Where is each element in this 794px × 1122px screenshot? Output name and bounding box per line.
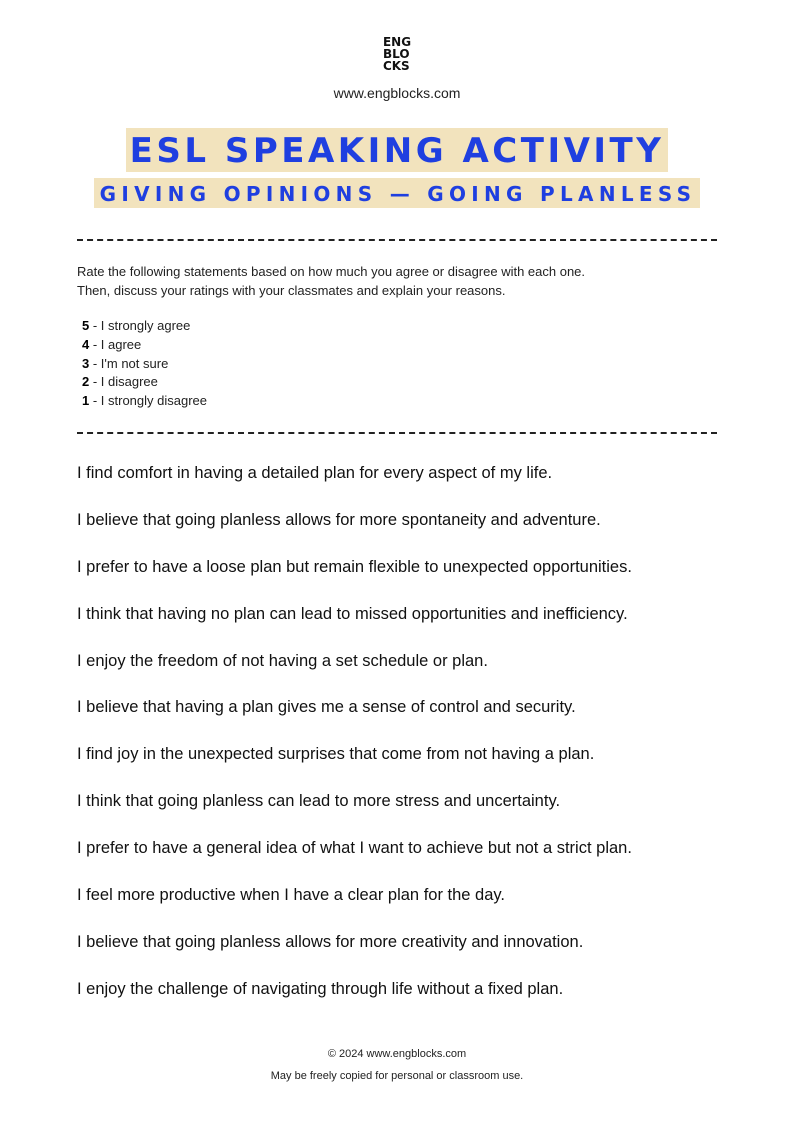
- site-url: www.engblocks.com: [333, 85, 461, 101]
- title-block: [0, 128, 794, 172]
- statement-item: I believe that going planless allows for more spontaneity and adventure.: [77, 510, 601, 529]
- scale-row: [82, 373, 207, 392]
- statement-item: I prefer to have a loose plan but remain flexible to unexpected opportunities.: [77, 557, 632, 576]
- scale-number: 1: [82, 393, 90, 409]
- logo-mark: [383, 36, 411, 72]
- footer-copyright: © 2024 www.engblocks.com: [327, 1048, 467, 1060]
- scale-row: [82, 336, 207, 355]
- instructions-line-1: Rate the following statements based on how much you agree or disagree with each one.: [77, 264, 586, 279]
- logo-line: ENG: [382, 35, 412, 49]
- instructions: [77, 262, 717, 300]
- instructions-line-2: Then, discuss your ratings with your classmates and explain your reasons.: [77, 283, 506, 298]
- scale-label: - I strongly agree: [89, 318, 191, 333]
- engblocks-logo: [0, 36, 794, 75]
- dashed-divider-top: [77, 239, 717, 241]
- scale-row: [82, 392, 207, 411]
- statement-item: I enjoy the freedom of not having a set schedule or plan.: [77, 651, 488, 670]
- scale-label: - I disagree: [89, 374, 158, 390]
- scale-label: - I'm not sure: [89, 355, 169, 371]
- scale-number: 4: [82, 336, 90, 352]
- statement-item: I find comfort in having a detailed plan for every aspect of my life.: [77, 464, 553, 482]
- rating-scale: [82, 317, 207, 411]
- statement-item: I find joy in the unexpected surprises that come from not having a plan.: [77, 745, 595, 764]
- dashed-divider-bottom: [77, 432, 717, 434]
- scale-number: 2: [82, 374, 90, 390]
- statement-item: I believe that having a plan gives me a sense of control and security.: [77, 698, 576, 717]
- statement-item: I think that going planless can lead to more stress and uncertainty.: [77, 792, 561, 811]
- page-title: ESL SPEAKING ACTIVITY: [126, 128, 669, 172]
- scale-row: [82, 317, 207, 336]
- statement-list: [77, 461, 737, 1024]
- scale-number: 5: [82, 318, 90, 333]
- subtitle-block: [0, 178, 794, 208]
- statement-item: I enjoy the challenge of navigating through life without a fixed plan.: [77, 979, 564, 998]
- scale-label: - I agree: [89, 336, 142, 352]
- scale-row: [82, 355, 207, 374]
- statement-item: I feel more productive when I have a clear plan for the day.: [77, 886, 506, 905]
- page-subtitle: GIVING OPINIONS — GOING PLANLESS: [94, 178, 701, 208]
- logo-line: BLO: [382, 47, 410, 61]
- scale-number: 3: [82, 355, 90, 371]
- statement-item: I believe that going planless allows for more creativity and innovation.: [77, 932, 584, 951]
- scale-label: - I strongly disagree: [89, 393, 208, 409]
- logo-line: CKS: [382, 59, 410, 73]
- footer: [0, 1043, 794, 1087]
- statement-item: I think that having no plan can lead to missed opportunities and inefficiency.: [77, 604, 628, 623]
- footer-license: May be freely copied for personal or classroom use.: [270, 1070, 524, 1082]
- statement-item: I prefer to have a general idea of what I want to achieve but not a strict plan.: [77, 839, 632, 858]
